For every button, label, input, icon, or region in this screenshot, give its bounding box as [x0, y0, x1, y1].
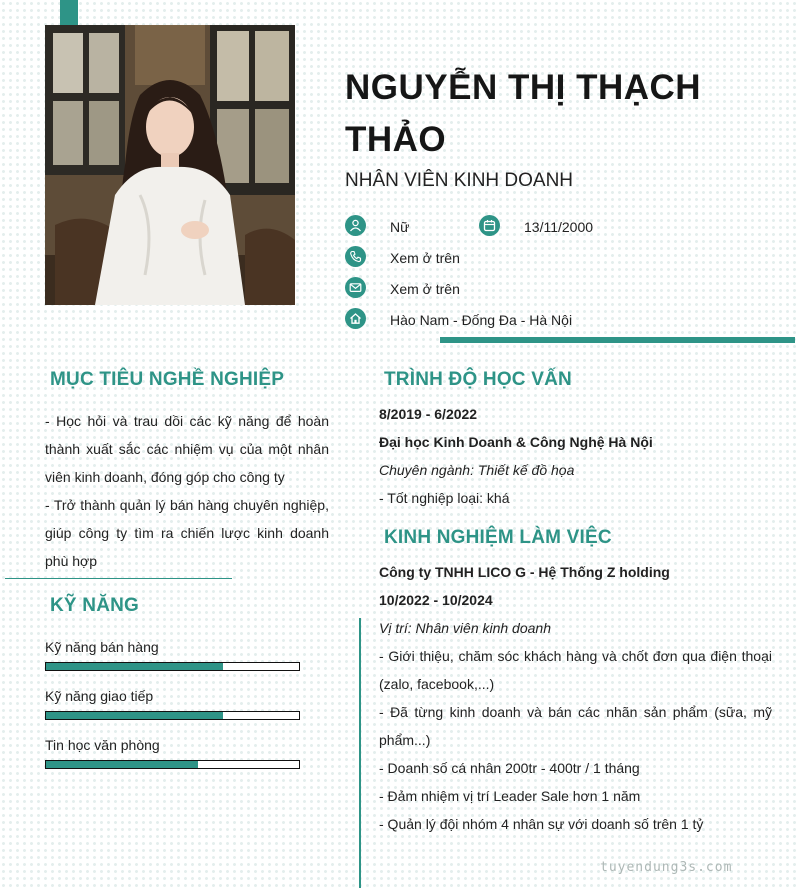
experience-duty: - Quản lý đội nhóm 4 nhân sự với doanh số trên 1 tỷ [379, 816, 704, 832]
user-icon [345, 215, 366, 236]
email-icon [345, 277, 366, 298]
experience-period: 10/2022 - 10/2024 [379, 592, 493, 608]
education-period: 8/2019 - 6/2022 [379, 406, 478, 422]
skill-label: Tin học văn phòng [45, 737, 160, 753]
experience-timeline-line [359, 618, 361, 888]
objective-title: MỤC TIÊU NGHỀ NGHIỆP [50, 369, 285, 390]
education-major: Chuyên ngành: Thiết kế đồ họa [379, 462, 575, 478]
home-icon [345, 308, 366, 329]
education-title: TRÌNH ĐỘ HỌC VẤN [384, 369, 572, 390]
experience-company: Công ty TNHH LICO G - Hệ Thống Z holding [379, 564, 670, 580]
experience-duty: - Đảm nhiệm vị trí Leader Sale hơn 1 năm [379, 788, 641, 804]
objective-text [45, 407, 329, 575]
experience-block [379, 558, 772, 838]
skill-label: Kỹ năng giao tiếp [45, 688, 154, 704]
objective-line: - Trở thành quản lý bán hàng chuyên nghiệp, giúp công ty tìm ra chiến lược kinh doanh phù hợp [45, 497, 329, 569]
candidate-name: NGUYỄN THỊ THẠCH THẢO [345, 68, 702, 159]
education-block [379, 400, 774, 512]
address-value: Hào Nam - Đống Đa - Hà Nội [390, 312, 573, 328]
experience-position: Vị trí: Nhân viên kinh doanh [379, 620, 551, 636]
skill-bar-fill [46, 761, 198, 768]
watermark-text: tuyendung3s.com [600, 860, 733, 875]
profile-photo [45, 25, 295, 305]
email-value: Xem ở trên [390, 281, 460, 297]
education-result: - Tốt nghiệp loại: khá [379, 490, 510, 506]
experience-duty: - Doanh số cá nhân 200tr - 400tr / 1 tháng [379, 760, 640, 776]
skill-bar-fill [46, 663, 223, 670]
skills-title: KỸ NĂNG [50, 595, 140, 616]
birthday-value: 13/11/2000 [524, 219, 594, 235]
experience-duty: - Đã từng kinh doanh và bán các nhãn sản phẩm (sữa, mỹ phẩm...) [379, 704, 772, 748]
education-school: Đại học Kinh Doanh & Công Nghệ Hà Nội [379, 434, 653, 450]
skill-bar [45, 760, 300, 769]
phone-value: Xem ở trên [390, 250, 460, 266]
skill-bar [45, 662, 300, 671]
calendar-icon [479, 215, 500, 236]
skill-bar [45, 711, 300, 720]
skill-bar-fill [46, 712, 223, 719]
gender-value: Nữ [390, 219, 410, 235]
header-divider [440, 337, 795, 343]
experience-duty: - Giới thiệu, chăm sóc khách hàng và chốt đơn qua điện thoại (zalo, facebook,...) [379, 648, 772, 692]
objective-divider [5, 578, 232, 579]
skill-label: Kỹ năng bán hàng [45, 639, 159, 655]
phone-icon [345, 246, 366, 267]
job-title: NHÂN VIÊN KINH DOANH [345, 170, 574, 191]
experience-title: KINH NGHIỆM LÀM VIỆC [384, 527, 612, 548]
objective-line: - Học hỏi và trau dồi các kỹ năng để hoàn thành xuất sắc các nhiệm vụ của một nhân viên kinh doanh, đóng góp cho công ty [45, 413, 329, 485]
